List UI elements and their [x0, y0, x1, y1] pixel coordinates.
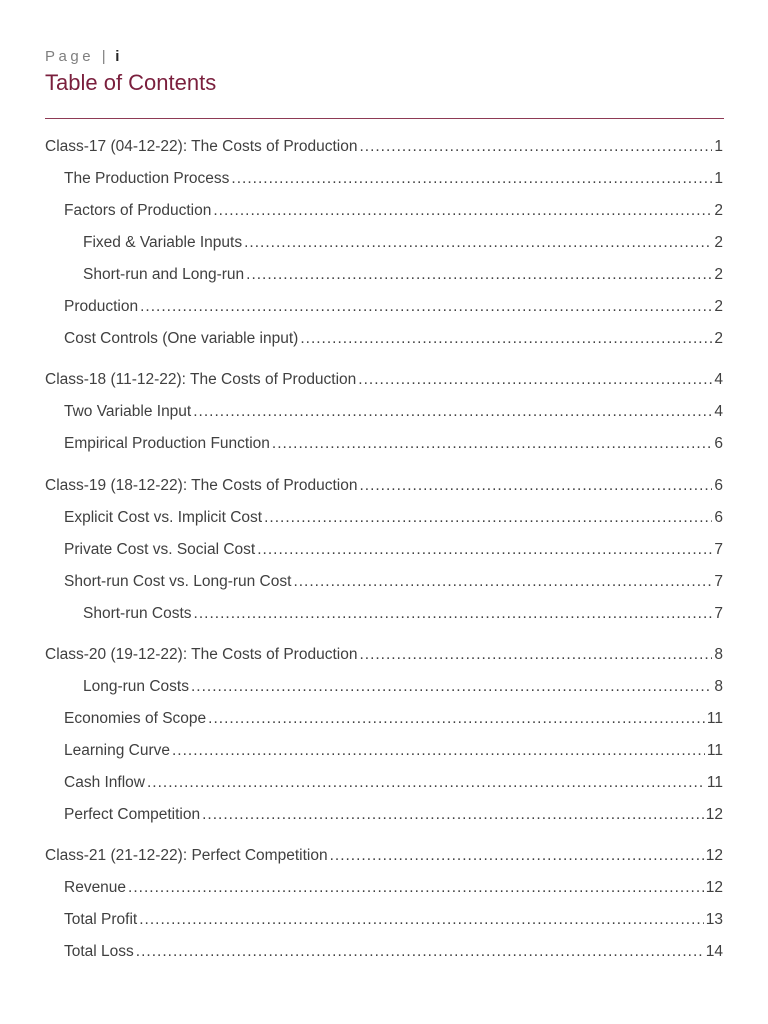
toc-entry-level1[interactable] — [0, 845, 768, 867]
dot-leader — [213, 200, 712, 222]
toc-entry-level2[interactable] — [0, 772, 768, 794]
toc-entry-label: Economies of Scope — [64, 710, 207, 727]
dot-leader — [202, 804, 704, 826]
toc-entry-level2[interactable] — [0, 571, 768, 593]
dot-leader — [358, 369, 712, 391]
dot-leader — [147, 772, 705, 794]
dot-leader — [244, 232, 712, 254]
toc-entry-level1[interactable] — [0, 475, 768, 497]
toc-entry-page: 12 — [705, 847, 723, 864]
toc-entry-label: The Production Process — [64, 170, 230, 187]
toc-entry-page: 1 — [714, 170, 723, 187]
dot-leader — [359, 644, 712, 666]
dot-leader — [264, 507, 712, 529]
title-divider — [45, 118, 724, 119]
dot-leader — [191, 676, 712, 698]
toc-entry-label: Total Profit — [64, 911, 138, 928]
page-separator: | — [101, 48, 108, 65]
dot-leader — [293, 571, 712, 593]
dot-leader — [330, 845, 704, 867]
toc-title: Table of Contents — [45, 70, 217, 95]
toc-entry-page: 4 — [714, 403, 723, 420]
dot-leader — [172, 740, 705, 762]
toc-entry-page: 13 — [705, 911, 723, 928]
toc-entry-page: 11 — [706, 710, 723, 727]
toc-entry-label: Short-run and Long-run — [83, 266, 245, 283]
toc-entry-level3[interactable] — [0, 232, 768, 254]
toc-entry-page: 7 — [714, 541, 723, 558]
toc-entry-label: Cost Controls (One variable input) — [64, 330, 299, 347]
toc-entry-page: 4 — [714, 371, 723, 388]
toc-entry-level2[interactable] — [0, 401, 768, 423]
toc-entry-level2[interactable] — [0, 200, 768, 222]
toc-entry-page: 2 — [714, 298, 723, 315]
dot-leader — [194, 603, 713, 625]
toc-entry-level2[interactable] — [0, 433, 768, 455]
dot-leader — [140, 296, 712, 318]
toc-entry-label: Class-17 (04-12-22): The Costs of Production — [45, 138, 358, 155]
toc-entry-label: Two Variable Input — [64, 403, 192, 420]
dot-leader — [246, 264, 712, 286]
toc-entry-page: 8 — [714, 646, 723, 663]
dot-leader — [359, 475, 712, 497]
dot-leader — [139, 909, 704, 931]
toc-entry-label: Perfect Competition — [64, 806, 201, 823]
dot-leader — [136, 941, 704, 963]
toc-entry-level2[interactable] — [0, 328, 768, 350]
toc-entry-level2[interactable] — [0, 909, 768, 931]
toc-entry-level1[interactable] — [0, 136, 768, 158]
toc-entry-label: Short-run Costs — [83, 605, 192, 622]
toc-entry-page: 6 — [714, 435, 723, 452]
toc-entry-level2[interactable] — [0, 168, 768, 190]
toc-entry-level3[interactable] — [0, 603, 768, 625]
dot-leader — [128, 877, 704, 899]
toc-entry-level2[interactable] — [0, 539, 768, 561]
toc-entry-label: Production — [64, 298, 139, 315]
toc-entry-page: 7 — [714, 605, 723, 622]
toc-entry-level2[interactable] — [0, 877, 768, 899]
toc-entry-label: Short-run Cost vs. Long-run Cost — [64, 573, 292, 590]
toc-entry-page: 2 — [714, 330, 723, 347]
toc-entry-label: Class-20 (19-12-22): The Costs of Production — [45, 646, 358, 663]
toc-entry-level2[interactable] — [0, 296, 768, 318]
toc-entry-level2[interactable] — [0, 708, 768, 730]
toc-entry-level3[interactable] — [0, 676, 768, 698]
dot-leader — [193, 401, 712, 423]
dot-leader — [359, 136, 712, 158]
toc-entry-page: 2 — [714, 266, 723, 283]
toc-entry-page: 6 — [714, 477, 723, 494]
toc-entry-page: 6 — [714, 509, 723, 526]
dot-leader — [208, 708, 705, 730]
toc-entry-page: 11 — [706, 774, 723, 791]
toc-entry-level2[interactable] — [0, 941, 768, 963]
toc-entry-label: Learning Curve — [64, 742, 170, 759]
dot-leader — [231, 168, 712, 190]
toc-entry-label: Cash Inflow — [64, 774, 145, 791]
toc-entry-label: Empirical Production Function — [64, 435, 270, 452]
toc-entry-label: Private Cost vs. Social Cost — [64, 541, 256, 558]
page-number: i — [115, 48, 120, 65]
toc-entry-page: 12 — [705, 806, 723, 823]
toc-entry-page: 12 — [705, 879, 723, 896]
dot-leader — [272, 433, 712, 455]
toc-entry-label: Long-run Costs — [83, 678, 189, 695]
toc-entry-label: Fixed & Variable Inputs — [83, 234, 243, 251]
toc-entry-level3[interactable] — [0, 264, 768, 286]
toc-entry-level2[interactable] — [0, 804, 768, 826]
toc-entry-page: 11 — [706, 742, 723, 759]
toc-entry-page: 2 — [714, 202, 723, 219]
toc-entry-level1[interactable] — [0, 369, 768, 391]
toc-entry-label: Class-21 (21-12-22): Perfect Competition — [45, 847, 328, 864]
toc-entry-label: Explicit Cost vs. Implicit Cost — [64, 509, 263, 526]
toc-entry-page: 7 — [714, 573, 723, 590]
toc-entry-label: Class-18 (11-12-22): The Costs of Production — [45, 371, 357, 388]
toc-entry-level2[interactable] — [0, 507, 768, 529]
page-label: Page — [45, 48, 95, 65]
toc-entry-label: Total Loss — [64, 943, 134, 960]
toc-entry-level2[interactable] — [0, 740, 768, 762]
dot-leader — [300, 328, 712, 350]
toc-entry-page: 1 — [714, 138, 723, 155]
page-header — [45, 48, 119, 65]
toc-entry-page: 2 — [714, 234, 723, 251]
toc-entry-label: Revenue — [64, 879, 127, 896]
toc-entry-level1[interactable] — [0, 644, 768, 666]
toc-entry-page: 14 — [705, 943, 723, 960]
toc-entry-page: 8 — [714, 678, 723, 695]
toc-entry-label: Factors of Production — [64, 202, 212, 219]
dot-leader — [257, 539, 712, 561]
toc-entry-label: Class-19 (18-12-22): The Costs of Production — [45, 477, 358, 494]
